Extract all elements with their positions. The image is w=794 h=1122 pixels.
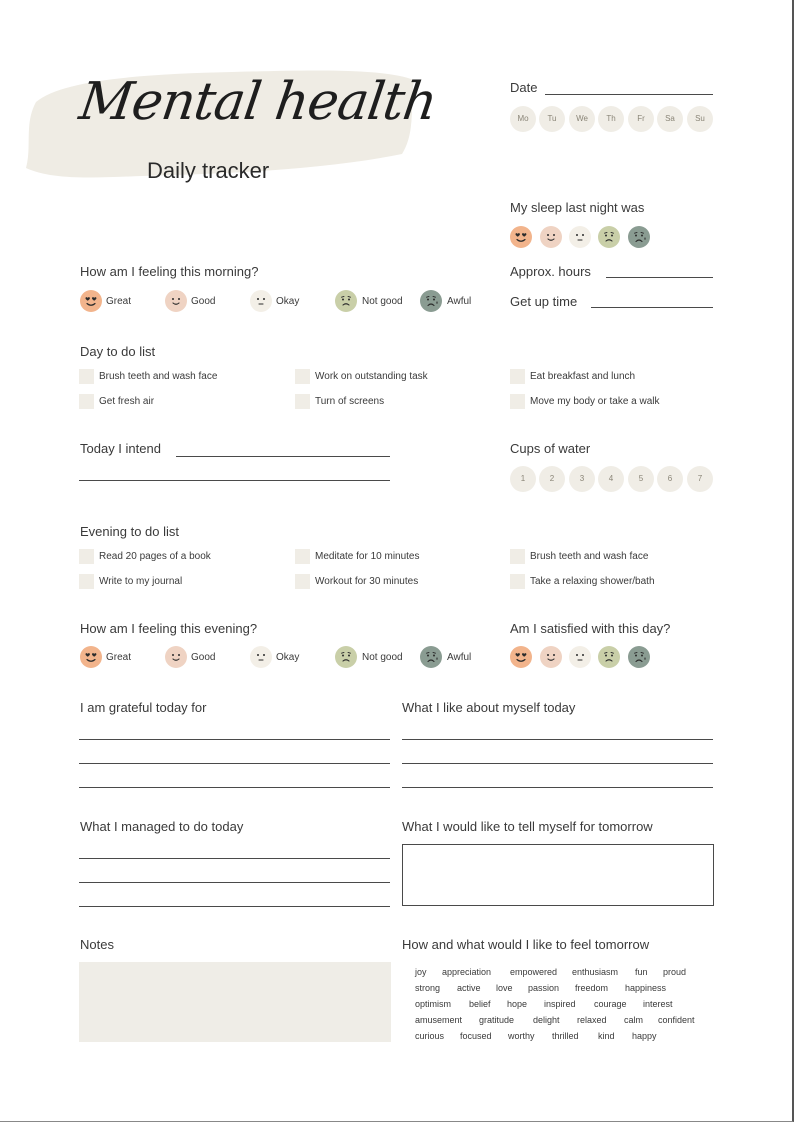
feeling-word[interactable]: confident — [658, 1015, 695, 1025]
feeling-word[interactable]: optimism — [415, 999, 452, 1009]
notes-box[interactable] — [79, 962, 391, 1042]
title-script: Mental health — [75, 72, 441, 132]
morning-awful-label: Awful — [447, 296, 472, 307]
subtitle: Daily tracker — [147, 158, 270, 183]
evening-todo-item: Meditate for 10 minutes — [315, 551, 420, 562]
morning-great-label: Great — [106, 296, 132, 307]
day-th[interactable]: Th — [598, 106, 624, 132]
feeling-word[interactable]: appreciation — [442, 967, 492, 977]
day-sa[interactable]: Sa — [657, 106, 683, 132]
water-cup[interactable]: 4 — [598, 466, 624, 492]
like-myself-line[interactable] — [402, 739, 713, 740]
satisfied-good-face-icon[interactable] — [540, 646, 562, 668]
water-label: Cups of water — [510, 441, 591, 456]
feel-tomorrow-label: How and what would I like to feel tomorrow — [402, 937, 650, 952]
sleep-label: My sleep last night was — [510, 200, 645, 215]
getup-label: Get up time — [510, 294, 578, 309]
evening-notgood-label: Not good — [362, 652, 403, 663]
day-todo-checkbox[interactable] — [79, 394, 94, 409]
hours-line[interactable] — [606, 277, 713, 278]
evening-todo-item: Brush teeth and wash face — [530, 551, 649, 562]
morning-label: How am I feeling this morning? — [80, 264, 259, 279]
day-todo-item: Get fresh air — [99, 396, 155, 407]
day-todo-checkbox[interactable] — [510, 369, 525, 384]
water-cup[interactable]: 6 — [657, 466, 683, 492]
sleep-good-face-icon[interactable] — [540, 226, 562, 248]
evening-todo-checkbox[interactable] — [510, 574, 525, 589]
evening-great-label: Great — [106, 652, 132, 663]
feeling-word[interactable]: happiness — [625, 983, 667, 993]
evening-todo-checkbox[interactable] — [510, 549, 525, 564]
feeling-word[interactable]: inspired — [544, 999, 576, 1009]
evening-awful-label: Awful — [447, 652, 472, 663]
hours-label: Approx. hours — [510, 264, 591, 279]
feeling-word[interactable]: enthusiasm — [572, 967, 619, 977]
water-cup[interactable]: 5 — [628, 466, 654, 492]
evening-todo-checkbox[interactable] — [295, 574, 310, 589]
evening-todo-item: Workout for 30 minutes — [315, 576, 419, 587]
feeling-word[interactable]: hope — [507, 999, 528, 1009]
evening-todo-label: Evening to do list — [80, 524, 180, 539]
evening-todo-checkbox[interactable] — [295, 549, 310, 564]
sleep-okay-face-icon[interactable] — [569, 226, 591, 248]
getup-line[interactable] — [591, 307, 713, 308]
feeling-word[interactable]: focused — [460, 1031, 492, 1041]
date-label: Date — [510, 80, 538, 95]
evening-notgood-face-icon[interactable] — [335, 646, 357, 668]
like-myself-line[interactable] — [402, 787, 713, 788]
feeling-word[interactable]: delight — [533, 1015, 560, 1025]
morning-good-label: Good — [191, 296, 216, 307]
evening-todo-item: Read 20 pages of a book — [99, 551, 211, 562]
satisfied-notgood-face-icon[interactable] — [598, 646, 620, 668]
tell-tomorrow-label: What I would like to tell myself for tomorrow — [402, 819, 653, 834]
feeling-word[interactable]: happy — [632, 1031, 657, 1041]
morning-okay-label: Okay — [276, 296, 300, 307]
date-line[interactable] — [545, 94, 713, 95]
intend-line[interactable] — [176, 456, 390, 457]
feeling-word[interactable]: amusement — [415, 1015, 463, 1025]
like-myself-line[interactable] — [402, 763, 713, 764]
grateful-line[interactable] — [79, 739, 390, 740]
satisfied-awful-face-icon[interactable] — [628, 646, 650, 668]
feeling-word[interactable]: curious — [415, 1031, 445, 1041]
feeling-word[interactable]: worthy — [508, 1031, 535, 1041]
water-cup[interactable]: 2 — [539, 466, 565, 492]
feeling-word[interactable]: joy — [415, 967, 427, 977]
evening-great-face-icon[interactable] — [80, 646, 102, 668]
feeling-word[interactable]: courage — [594, 999, 627, 1009]
evening-good-label: Good — [191, 652, 216, 663]
day-mo[interactable]: Mo — [510, 106, 536, 132]
morning-good-face-icon[interactable] — [165, 290, 187, 312]
feeling-word[interactable]: love — [496, 983, 513, 993]
feeling-word[interactable]: passion — [528, 983, 560, 993]
satisfied-great-face-icon[interactable] — [510, 646, 532, 668]
intend-label: Today I intend — [80, 441, 161, 456]
day-todo-checkbox[interactable] — [79, 369, 94, 384]
feeling-word[interactable]: fun — [635, 967, 648, 977]
day-todo-item: Eat breakfast and lunch — [530, 371, 636, 382]
feeling-word[interactable]: interest — [643, 999, 673, 1009]
day-todo-item: Move my body or take a walk — [530, 396, 660, 407]
grateful-line[interactable] — [79, 763, 390, 764]
day-todo-checkbox[interactable] — [295, 369, 310, 384]
water-cup[interactable]: 1 — [510, 466, 536, 492]
water-cup[interactable]: 3 — [569, 466, 595, 492]
day-todo-label: Day to do list — [80, 344, 156, 359]
satisfied-okay-face-icon[interactable] — [569, 646, 591, 668]
managed-line[interactable] — [79, 858, 390, 859]
morning-awful-face-icon[interactable] — [420, 290, 442, 312]
morning-notgood-label: Not good — [362, 296, 403, 307]
day-fr[interactable]: Fr — [628, 106, 654, 132]
grateful-line[interactable] — [79, 787, 390, 788]
feeling-word[interactable]: thrilled — [552, 1031, 579, 1041]
day-todo-checkbox[interactable] — [510, 394, 525, 409]
tell-tomorrow-box[interactable] — [402, 844, 714, 906]
day-tu[interactable]: Tu — [539, 106, 565, 132]
sleep-great-face-icon[interactable] — [510, 226, 532, 248]
feeling-word[interactable]: strong — [415, 983, 441, 993]
intend-line[interactable] — [79, 480, 390, 481]
evening-todo-checkbox[interactable] — [79, 574, 94, 589]
evening-okay-label: Okay — [276, 652, 300, 663]
evening-good-face-icon[interactable] — [165, 646, 187, 668]
feeling-word[interactable]: active — [457, 983, 481, 993]
evening-todo-item: Take a relaxing shower/bath — [530, 576, 655, 587]
sleep-notgood-face-icon[interactable] — [598, 226, 620, 248]
evening-label: How am I feeling this evening? — [80, 621, 258, 636]
morning-okay-face-icon[interactable] — [250, 290, 272, 312]
managed-line[interactable] — [79, 882, 390, 883]
feeling-word[interactable]: gratitude — [479, 1015, 515, 1025]
satisfied-label: Am I satisfied with this day? — [510, 621, 671, 636]
morning-notgood-face-icon[interactable] — [335, 290, 357, 312]
feeling-word[interactable]: belief — [469, 999, 491, 1009]
day-todo-item: Turn of screens — [315, 396, 385, 407]
managed-label: What I managed to do today — [80, 819, 244, 834]
sleep-awful-face-icon[interactable] — [628, 226, 650, 248]
evening-todo-item: Write to my journal — [99, 576, 183, 587]
grateful-label: I am grateful today for — [80, 700, 207, 715]
morning-great-face-icon[interactable] — [80, 290, 102, 312]
feeling-word[interactable]: freedom — [575, 983, 609, 993]
feeling-word[interactable]: relaxed — [577, 1015, 607, 1025]
like-myself-label: What I like about myself today — [402, 700, 576, 715]
day-todo-checkbox[interactable] — [295, 394, 310, 409]
feeling-word[interactable]: kind — [598, 1031, 615, 1041]
evening-awful-face-icon[interactable] — [420, 646, 442, 668]
notes-label: Notes — [80, 937, 114, 952]
feeling-word[interactable]: proud — [663, 967, 687, 977]
day-todo-item: Work on outstanding task — [315, 371, 428, 382]
feeling-word[interactable]: calm — [624, 1015, 644, 1025]
evening-todo-checkbox[interactable] — [79, 549, 94, 564]
feeling-word[interactable]: empowered — [510, 967, 558, 977]
water-cup[interactable]: 7 — [687, 466, 713, 492]
day-todo-item: Brush teeth and wash face — [99, 371, 218, 382]
evening-okay-face-icon[interactable] — [250, 646, 272, 668]
day-su[interactable]: Su — [687, 106, 713, 132]
managed-line[interactable] — [79, 906, 390, 907]
day-we[interactable]: We — [569, 106, 595, 132]
